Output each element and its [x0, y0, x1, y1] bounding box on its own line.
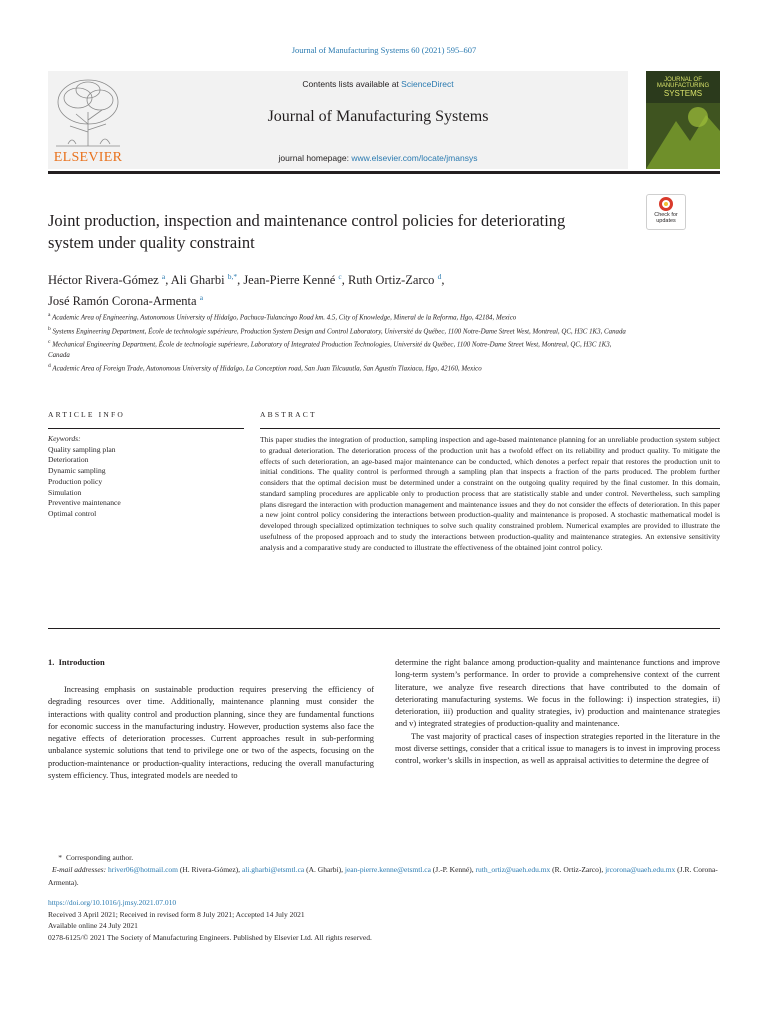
- journal-homepage-link[interactable]: www.elsevier.com/locate/jmansys: [351, 153, 478, 163]
- email-owner: (R. Ortiz-Zarco),: [550, 865, 606, 875]
- abstract-rule: [260, 428, 720, 429]
- affiliation-text: Mechanical Engineering Department, École de technologie supérieure, Laboratory of Integrated Production Technologies, Université du Québec, 1100 Notre-Dame Street West, Montreal, QC, H3C 1K3, Canada: [48, 341, 612, 359]
- cover-art: [646, 71, 720, 169]
- affiliation-text: Academic Area of Engineering, Autonomous University of Hidalgo, Pachuca-Tulancingo Road km. 4.5, City of Knowledge, Mineral de la Reforma, Hgo, 42184, Mexico: [52, 314, 517, 322]
- email-owner: (J.R. Corona-Armenta).: [48, 865, 718, 887]
- affiliation-mark: c: [48, 339, 51, 345]
- cover-line-2: MANUFACTURING: [656, 83, 710, 90]
- introduction-paragraph: determine the right balance among production-quality and maintenance functions and improve long-term system’s performance. In order to provide a comprehensive context of the current literature, we analyze five research directions that have contributed to the domain of deteriorating manufacturing systems. We focus in the following: i) inspection strategies, ii) deterioration, iii) production and quality strategies, iv) production and maintenance strategies and v) integrated strategies of production-quality and maintenance.: [395, 658, 720, 729]
- cover-line-1: JOURNAL OF: [664, 77, 702, 83]
- elsevier-tree-icon: [48, 74, 128, 148]
- author-name[interactable]: Ali Gharbi: [170, 273, 225, 288]
- keywords-block: [48, 434, 244, 520]
- publication-info: [48, 897, 720, 943]
- author-separator: ,: [237, 273, 244, 288]
- journal-homepage-line: [128, 153, 628, 163]
- author-separator: ,: [341, 273, 348, 288]
- copyright-line: 0278-6125/© 2021 The Society of Manufacturing Engineers. Published by Elsevier Ltd. All rights reserved.: [48, 932, 372, 942]
- author-separator: ,: [165, 273, 171, 288]
- introduction-left-column: Increasing emphasis on sustainable production requires preserving the efficiency of degrading resources over time. Additionally, maintenance planning must consider the interactions with quality control and production planning, since they are fundamental functions for economic success in the manufacturing industry. However, production systems also face the negative effects of deterioration processes. Current approaches result in sub-performing unbalance systemic solutions that tend to privilege one or two of the aspects, focusing on the production-maintenance or production-quality interactions, reducing the overall manufacturing system efficiency. Thus, integrated models are needed to: [48, 685, 374, 780]
- article-title: Joint production, inspection and maintenance control policies for deteriorating system under quality constraint: [48, 211, 566, 252]
- corresponding-author-text: Corresponding author.: [66, 853, 134, 862]
- introduction-right-column: [395, 657, 720, 767]
- keywords-label: Keywords:: [48, 434, 81, 443]
- author-affiliation-mark[interactable]: a: [161, 272, 166, 281]
- received-dates: Received 3 April 2021; Received in revised form 8 July 2021; Accepted 14 July 2021: [48, 909, 305, 919]
- keyword-item: Dynamic sampling: [48, 466, 106, 476]
- keyword-item: Optimal control: [48, 508, 97, 518]
- author-affiliation-mark[interactable]: b,*: [227, 272, 238, 281]
- affiliation-item: [48, 324, 628, 338]
- abstract-end-rule: [48, 628, 720, 629]
- homepage-prefix: journal homepage:: [278, 153, 352, 163]
- introduction-heading: 1. Introduction: [48, 657, 105, 667]
- abstract-heading: ABSTRACT: [260, 410, 317, 419]
- affiliation-text: Academic Area of Foreign Trade, Autonomous University of Hidalgo, La Conception road, San Juan Tilcuautla, San Agustín Tlaxiaca, Hgo, 42160, Mexico: [52, 365, 482, 372]
- elsevier-wordmark: ELSEVIER: [53, 150, 123, 165]
- journal-title: Journal of Manufacturing Systems: [267, 108, 489, 125]
- check-for-updates-badge[interactable]: [646, 194, 686, 230]
- introduction-paragraph: The vast majority of practical cases of inspection strategies reported in the literature in the most diverse settings, consider that a critical issue to managers is to invest in improving process control, worker’s skills in inspection, as well as appraisal activities to determine the degree of: [395, 731, 720, 766]
- sciencedirect-link[interactable]: ScienceDirect: [401, 79, 454, 89]
- email-owner: (J.-P. Kenné),: [430, 865, 476, 875]
- doi-link[interactable]: https://doi.org/10.1016/j.jmsy.2021.07.010: [48, 898, 177, 907]
- author-name[interactable]: Ruth Ortiz-Zarco: [348, 273, 435, 288]
- contents-prefix: Contents lists available at: [302, 79, 402, 89]
- affiliation-mark: b: [48, 325, 51, 332]
- affiliation-text: Systems Engineering Department, École de technologie supérieure, Production System Design and Control Laboratory, Université du Québec, 1100 Notre-Dame Street West, Montreal, QC, H3C 1K3, Canada: [52, 327, 626, 335]
- email-label: E-mail addresses:: [52, 865, 107, 875]
- footnotes: [48, 852, 720, 889]
- affiliations: [48, 310, 628, 374]
- email-link[interactable]: ruth_ortiz@uaeh.edu.mx: [475, 865, 551, 875]
- elsevier-logo[interactable]: [48, 74, 128, 166]
- email-addresses: [48, 864, 720, 889]
- author-affiliation-mark[interactable]: a: [199, 293, 204, 303]
- article-info-rule: [48, 428, 244, 429]
- abstract-text: This paper studies the integration of production, sampling inspection and age-based maintenance planning for an unreliable production system subject to gradual deterioration. The deterioration process of the production unit has a twofold effect on its reliability and product quality. To mitigate the effects of such deterioration, an age-based major maintenance can be conducted, which denotes a perfect repair that restores the production unit to initial conditions. The quality control is performed through a sampling plan that inspects a fraction of the parts produced. The problem further considers that the optimal decision must be determined under a constraint on the outgoing quality required by the final customer. In this domain, standard sampling procedures are applicable only to production process that are statistically stable and under control. Nevertheless, such sampling plans disregard the interaction with production management and maintenance issues and they do not consider the effects of deterioration. In this paper a new joint control policy considering the interactions between production-quality and maintenance is proposed. A stochastic mathematical model is developed through specialized optimization techniques to solve such quality constrained problem. Numerical examples are provided to illustrate the usefulness of the proposed approach and to study the interactions between production-quality and maintenance strategies. An extensive sensitivity analysis and a comparative study are conducted to illustrate the effectiveness of the obtained joint control policy.: [260, 435, 720, 552]
- affiliation-item: [48, 337, 628, 361]
- cover-line-3: SYSTEMS: [663, 88, 703, 98]
- email-link[interactable]: hriver06@hotmail.com: [107, 865, 178, 875]
- affiliation-item: [48, 310, 628, 324]
- email-link[interactable]: jean-pierre.kenne@etsmtl.ca: [344, 865, 431, 875]
- article-info-heading: ARTICLE INFO: [48, 410, 125, 419]
- check-updates-icon: [659, 197, 673, 211]
- available-online-date: Available online 24 July 2021: [48, 921, 138, 930]
- keyword-item: Simulation: [48, 487, 82, 497]
- author-name[interactable]: José Ramón Corona-Armenta: [48, 294, 197, 309]
- author-name[interactable]: Jean-Pierre Kenné: [243, 273, 336, 288]
- keyword-item: Production policy: [48, 476, 103, 486]
- check-updates-line-2: updates: [656, 218, 676, 224]
- check-updates-line-1: Check for: [654, 212, 678, 218]
- email-link[interactable]: jrcorona@uaeh.edu.mx: [605, 865, 676, 875]
- author-list: [48, 268, 668, 310]
- email-link[interactable]: ali.gharbi@etsmtl.ca: [241, 865, 305, 875]
- corresponding-author-note: [48, 852, 720, 864]
- keyword-item: Preventive maintenance: [48, 498, 121, 508]
- affiliation-mark: d: [48, 362, 51, 369]
- email-owner: (H. Rivera-Gómez),: [178, 865, 242, 875]
- email-owner: (A. Gharbi),: [304, 865, 345, 875]
- journal-cover-thumbnail[interactable]: [646, 71, 720, 169]
- author-name[interactable]: Héctor Rivera-Gómez: [48, 273, 159, 288]
- affiliation-mark: a: [48, 312, 51, 318]
- journal-citation[interactable]: Journal of Manufacturing Systems 60 (2021) 595–607: [291, 45, 477, 55]
- header-rule: [48, 171, 720, 174]
- contents-available-line: [128, 79, 628, 89]
- author-separator: ,: [441, 273, 445, 288]
- author-affiliation-mark[interactable]: c: [338, 272, 342, 281]
- keyword-item: Quality sampling plan: [48, 444, 116, 454]
- footnote-star: *: [58, 853, 62, 862]
- affiliation-item: [48, 361, 628, 375]
- author-affiliation-mark[interactable]: d: [437, 272, 442, 281]
- keyword-item: Deterioration: [48, 455, 89, 465]
